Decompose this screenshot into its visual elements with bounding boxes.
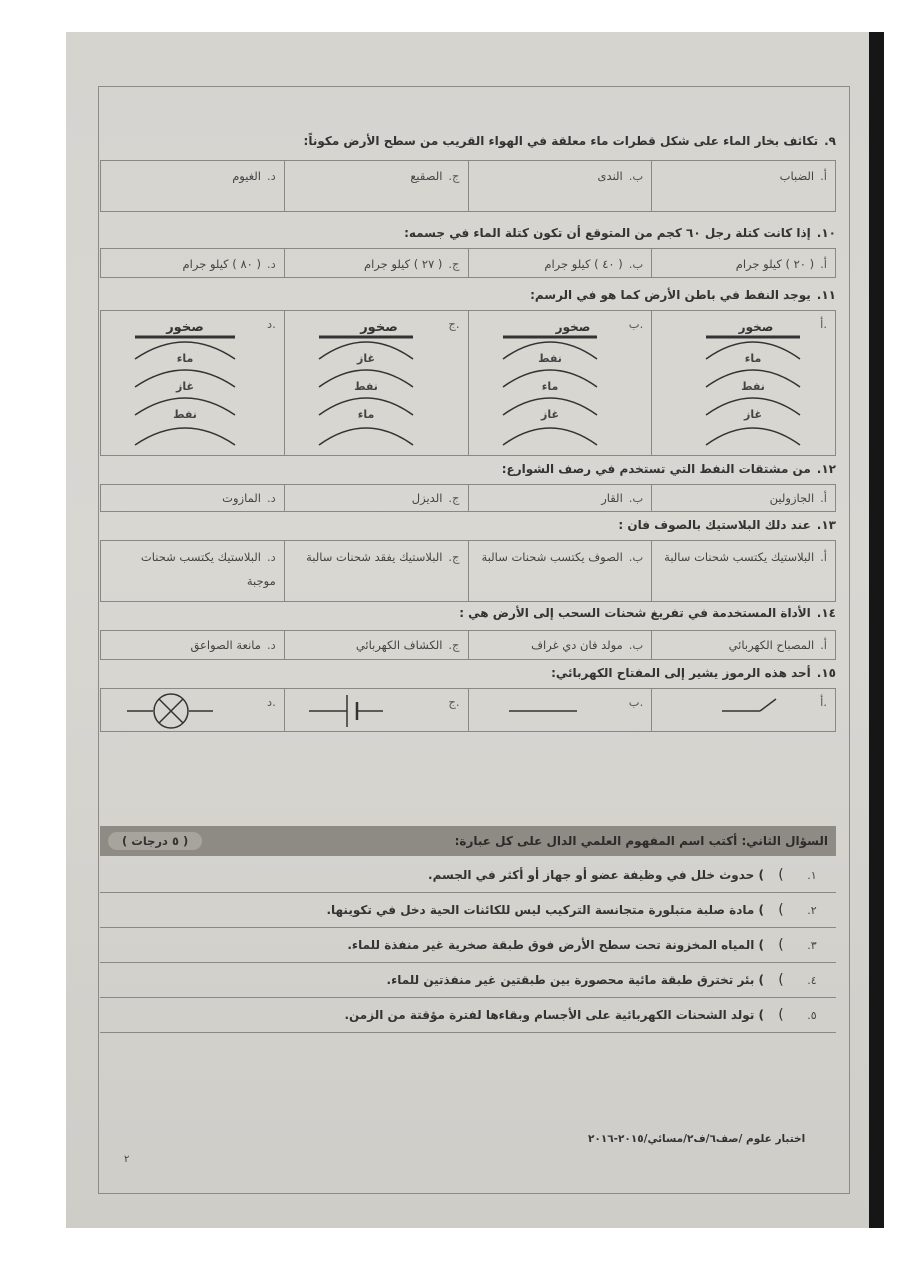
layer-arc <box>319 428 413 445</box>
layer-label-1: غاز <box>356 352 375 365</box>
option-a[interactable]: أ. <box>651 689 835 731</box>
answer-blank[interactable]: ( <box>778 1007 784 1023</box>
lamp-symbol-icon <box>101 689 281 731</box>
question-11-options <box>100 310 836 456</box>
question-13 <box>100 518 836 532</box>
option-d[interactable]: د.المازوت <box>222 491 276 505</box>
question-text: من مشتقات النفط التي تستخدم في رصف الشوارع: <box>501 462 811 476</box>
option-b[interactable]: ب. صخور نفط ماء غاز <box>468 311 652 455</box>
question-12 <box>100 462 836 476</box>
option-c[interactable]: ج. <box>284 689 468 731</box>
question-text: يوجد النفط في باطن الأرض كما هو في الرسم: <box>530 288 811 302</box>
question-number: ١٥. <box>816 666 836 680</box>
option-c[interactable]: ج.الكشاف الكهربائي <box>284 631 468 659</box>
wire-symbol-icon <box>469 689 649 731</box>
section-2-header <box>100 826 836 856</box>
question-14-options <box>100 630 836 660</box>
option-c[interactable]: ج.( ٢٧ ) كيلو جرام <box>284 249 468 277</box>
question-10-options <box>100 248 836 278</box>
option-a[interactable]: أ.الجازولين <box>651 485 835 511</box>
question-number: ١٠. <box>816 226 836 240</box>
rock-label: صخور <box>359 320 398 335</box>
question-number: ١٤. <box>816 606 836 620</box>
option-d[interactable]: د.البلاستيك يكتسب شحنات موجبة <box>140 550 276 588</box>
list-item: ٤. ( ) بئر تخترق طبقة مائية محصورة بين طبقتين غير منفذتين للماء. <box>100 963 836 998</box>
answer-blank[interactable]: ( <box>778 972 784 988</box>
option-d[interactable]: د.الغيوم <box>232 169 276 183</box>
question-number: ١٣. <box>816 518 836 532</box>
oil-layers-diagram <box>469 311 649 455</box>
question-14 <box>100 606 836 620</box>
answer-blank[interactable]: ( <box>778 937 784 953</box>
question-text: عند دلك البلاستيك بالصوف فان : <box>618 518 811 532</box>
layer-label-3: غاز <box>744 408 763 421</box>
section-2-items <box>100 858 836 1033</box>
option-c[interactable]: ج.الصقيع <box>284 161 468 211</box>
option-b[interactable]: ب.مولد فان دي غراف <box>468 631 652 659</box>
oil-layers-diagram <box>101 311 281 455</box>
question-15 <box>100 666 836 680</box>
option-c[interactable]: ج.البلاستيك يفقد شحنات سالبة <box>284 541 468 601</box>
option-b[interactable]: ب. <box>468 689 652 731</box>
layer-label-1: ماء <box>744 352 762 365</box>
list-item: ٢. ( ) مادة صلبة متبلورة متجانسة التركيب ليس للكائنات الحية دخل في تكوينها. <box>100 893 836 928</box>
list-item: ٥. ( ) تولد الشحنات الكهربائية على الأجسام وبقاءها لفترة مؤقتة من الزمن. <box>100 998 836 1033</box>
page-footer: اختبار علوم /صف٦/ف٢/مسائي/٢٠١٥-٢٠١٦ <box>588 1133 806 1145</box>
question-15-options <box>100 688 836 732</box>
rock-label: صخور <box>166 320 204 335</box>
option-a[interactable]: أ.الضباب <box>651 161 835 211</box>
list-item: ١. ( ) حدوث خلل في وظيفة عضو أو جهاز أو أكثر في الجسم. <box>100 858 836 893</box>
layer-arc <box>706 428 800 445</box>
question-text: إذا كانت كتلة رجل ٦٠ كجم من المتوقع أن تكون كتلة الماء في جسمه: <box>404 226 811 240</box>
switch-symbol-icon <box>652 689 832 731</box>
question-text: تكاثف بخار الماء على شكل قطرات ماء معلقة في الهواء القريب من سطح الأرض مكوناً: <box>303 134 819 148</box>
layer-label-2: نفط <box>741 380 766 393</box>
question-9-options <box>100 160 836 212</box>
option-b[interactable]: ب.القار <box>468 485 652 511</box>
question-10 <box>100 226 836 240</box>
question-9 <box>100 134 836 148</box>
option-a[interactable]: أ.المصباح الكهربائي <box>651 631 835 659</box>
list-item: ٣. ( ) المياه المخزونة تحت سطح الأرض فوق طبقة صخرية غير منفذة للماء. <box>100 928 836 963</box>
answer-blank[interactable]: ( <box>778 902 784 918</box>
option-d[interactable]: د.( ٨٠ ) كيلو جرام <box>182 257 276 271</box>
question-11 <box>100 288 836 302</box>
question-number: ١١. <box>816 288 836 302</box>
answer-blank[interactable]: ( <box>778 867 784 883</box>
section-2-title: السؤال الثاني: أكتب اسم المفهوم العلمي الدال على كل عبارة: <box>454 834 828 848</box>
option-b[interactable]: ب.الندى <box>468 161 652 211</box>
oil-layers-diagram <box>652 311 832 455</box>
option-a[interactable]: أ.البلاستيك يكتسب شحنات سالبة <box>651 541 835 601</box>
layer-label-2: نفط <box>353 380 378 393</box>
rock-label: صخور <box>555 320 590 334</box>
option-c[interactable]: ج.الديزل <box>284 485 468 511</box>
oil-layers-diagram <box>285 311 465 455</box>
layer-arc <box>503 428 597 445</box>
option-a[interactable]: أ.( ٢٠ ) كيلو جرام <box>651 249 835 277</box>
layer-arc <box>135 428 235 445</box>
option-d[interactable]: د.مانعة الصواعق <box>190 638 276 652</box>
section-2-grade: ( ٥ درجات ) <box>108 832 202 850</box>
question-13-options <box>100 540 836 602</box>
battery-symbol-icon <box>285 689 465 731</box>
question-12-options <box>100 484 836 512</box>
option-d[interactable]: د. صخور ماء غاز نفط <box>101 311 284 455</box>
layer-label-2: غاز <box>176 380 194 393</box>
question-text: أحد هذه الرموز يشير إلى المفتاح الكهربائي: <box>551 666 811 680</box>
question-number: ١٢. <box>816 462 836 476</box>
layer-label-3: غاز <box>540 408 559 421</box>
option-b[interactable]: ب.الصوف يكتسب شحنات سالبة <box>468 541 652 601</box>
layer-label-1: نفط <box>537 352 562 365</box>
layer-label-1: ماء <box>176 352 194 365</box>
rock-label: صخور <box>738 320 774 334</box>
question-text: الأداة المستخدمة في تفريغ شحنات السحب إلى الأرض هي : <box>459 606 811 620</box>
page-number: ٢ <box>124 1154 130 1165</box>
layer-label-3: نفط <box>173 408 197 421</box>
question-number: ٩. <box>824 134 836 148</box>
option-a[interactable]: أ. صخور ماء نفط غاز <box>651 311 835 455</box>
option-c[interactable]: ج. صخور غاز نفط ماء <box>284 311 468 455</box>
layer-label-2: ماء <box>541 380 558 393</box>
option-b[interactable]: ب.( ٤٠ ) كيلو جرام <box>468 249 652 277</box>
layer-label-3: ماء <box>357 408 375 421</box>
option-d[interactable]: د. <box>101 689 284 731</box>
